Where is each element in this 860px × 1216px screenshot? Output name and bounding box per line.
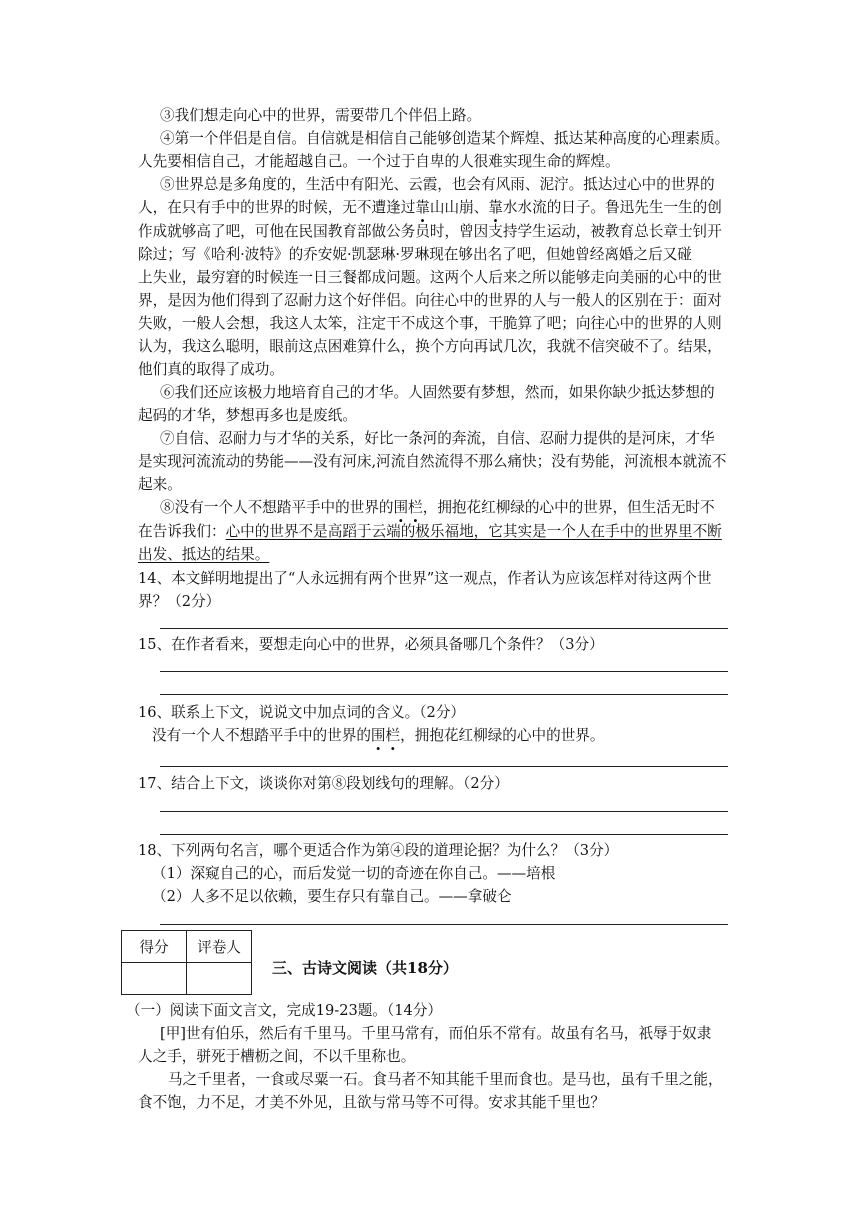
paragraph-6-line: ⑥我们还应该极力地培育自己的才华。人固然要有梦想，然而，如果你缺少抵达梦想的 [160, 384, 715, 401]
dotted-char: 靠 [488, 199, 503, 216]
answer-line-16[interactable] [160, 766, 728, 767]
question-18: 18、下列两句名言，哪个更适合作为第④段的道理论据？为什么？（3分） [138, 842, 619, 859]
paragraph-7-line: ⑦自信、忍耐力与才华的关系，好比一条河的奔流，自信、忍耐力提供的是河床，才华 [160, 430, 715, 447]
answer-line-14[interactable] [160, 628, 728, 629]
dotted-char: 栏 [408, 499, 423, 516]
dotted-char: 围 [370, 727, 386, 744]
paragraph-7-line: 起来。 [138, 476, 182, 493]
question-16-quote [152, 725, 604, 747]
question-17: 17、结合上下文，谈谈你对第⑧段划线句的理解。（2分） [138, 775, 509, 792]
classical-text-line: 人之手，骈死于槽枥之间，不以千里称也。 [138, 1048, 416, 1065]
paragraph-4-line: ④第一个伴侣是自信。自信就是相信自己能够创造某个辉煌、抵达某种高度的心理素质。 [160, 130, 730, 147]
question-14: 14、本文鲜明地提出了“人永远拥有两个世界”这一观点，作者认为应该怎样对待这两个世 [138, 570, 712, 587]
paragraph-6-line: 起码的才华，梦想再多也是废纸。 [138, 407, 357, 424]
answer-line-17[interactable] [160, 811, 728, 812]
question-15: 15、在作者看来，要想走向心中的世界，必须具备哪几个条件？（3分） [138, 636, 604, 653]
text-run: 山山崩、 [429, 199, 489, 216]
paragraph-5-line: 作成就够高了吧，可他在民国教育部做公务员时，曾因支持学生运动，被教育总长章士钊开 [138, 223, 722, 240]
text-run: 在告诉我们： [138, 523, 226, 540]
classical-text-line: 食不饱，力不足，才美不外见，且欲与常马等不可得。安求其能千里也？ [138, 1094, 606, 1111]
paragraph-8-line [160, 497, 715, 519]
question-16: 16、联系上下文，说说文中加点词的含义。（2分） [138, 704, 466, 721]
text-run: ，拥抱花红柳绿的心中的世界，但生活无时不 [422, 499, 715, 516]
question-14-cont: 界？（2分） [138, 593, 221, 610]
paragraph-5-line: 界，是因为他们得到了忍耐力这个好伴侣。向往心中的世界的人与一般人的区别在于：面对 [138, 292, 722, 309]
dotted-char: 栏 [385, 727, 401, 744]
section-subheading: （一）阅读下面文言文，完成19-23题。（14分） [126, 1002, 443, 1019]
text-run: ⑧没有一个人不想踏平手中的世界的 [160, 499, 394, 516]
paragraph-5-line: 上失业，最穷窘的时候连一日三餐都成问题。这两个人后来之所以能够走向美丽的心中的世 [138, 269, 722, 286]
answer-line-18[interactable] [160, 924, 728, 925]
paragraph-3: ③我们想走向心中的世界，需要带几个伴侣上路。 [160, 107, 482, 124]
paragraph-7-line: 是实现河流流动的势能——没有河床,河流自然流得不那么痛快；没有势能，河流根本就流不 [138, 453, 727, 470]
question-18-option: （1）深窥自己的心，而后发觉一切的奇迹在你自己。——培根 [152, 865, 556, 882]
paragraph-4-line: 人先要相信自己，才能超越自己。一个过于自卑的人很难实现生命的辉煌。 [138, 153, 620, 170]
score-header: 得分 [122, 931, 187, 963]
text-run: 没有一个人不想踏平手中的世界的 [152, 727, 371, 744]
paragraph-5-line [138, 197, 722, 219]
classical-text-line: 马之千里者，一食或尽粟一石。食马者不知其能千里而食也。是马也，虽有千里之能， [168, 1071, 723, 1088]
text-run: 水水流的日子。鲁迅先生一生的创 [502, 199, 722, 216]
answer-line-17[interactable] [160, 834, 728, 835]
answer-line-15[interactable] [160, 671, 728, 672]
question-18-option: （2）人多不足以依赖，要生存只有靠自己。——拿破仑 [152, 888, 512, 905]
answer-line-15[interactable] [160, 694, 728, 695]
paragraph-5-line: 失败，一般人会想，我这人太笨，注定干不成这个事，干脆算了吧；向往心中的世界的人则 [138, 315, 722, 332]
text-run: 人，在只有手中的世界的时候，无不遭逢过 [138, 199, 416, 216]
paragraph-8-line [138, 521, 722, 543]
underlined-sentence: 出发、抵达的结果。 [138, 546, 270, 563]
score-cell[interactable] [122, 963, 187, 995]
text-run: ，拥抱花红柳绿的心中的世界。 [400, 727, 605, 744]
paragraph-5-line: 认为，我这么聪明，眼前这点困难算什么，换个方向再试几次，我就不信突破不了。结果， [138, 338, 722, 355]
paragraph-8-line [138, 544, 269, 566]
paragraph-5-line: 除过；写《哈利·波特》的乔安妮·凯瑟琳·罗琳现在够出名了吧，但她曾经离婚之后又碰 [138, 246, 692, 263]
dotted-char: 围 [393, 499, 409, 516]
paragraph-5-line: 他们真的取得了成功。 [138, 361, 284, 378]
grader-cell[interactable] [187, 963, 252, 995]
section-title: 三、古诗文阅读（共18分） [272, 959, 458, 977]
paragraph-5-line: ⑤世界总是多角度的，生活中有阳光、云霞，也会有风雨、泥泞。抵达过心中的世界的 [160, 176, 715, 193]
grader-header: 评卷人 [187, 931, 252, 963]
score-table [121, 930, 252, 995]
classical-text-line: [甲]世有伯乐，然后有千里马。千里马常有，而伯乐不常有。故虽有名马，祇辱于奴隶 [160, 1025, 712, 1042]
dotted-char: 靠 [415, 199, 430, 216]
underlined-sentence: 心中的世界不是高蹈于云端的极乐福地，它其实是一个人在手中的世界里不断 [225, 523, 722, 540]
